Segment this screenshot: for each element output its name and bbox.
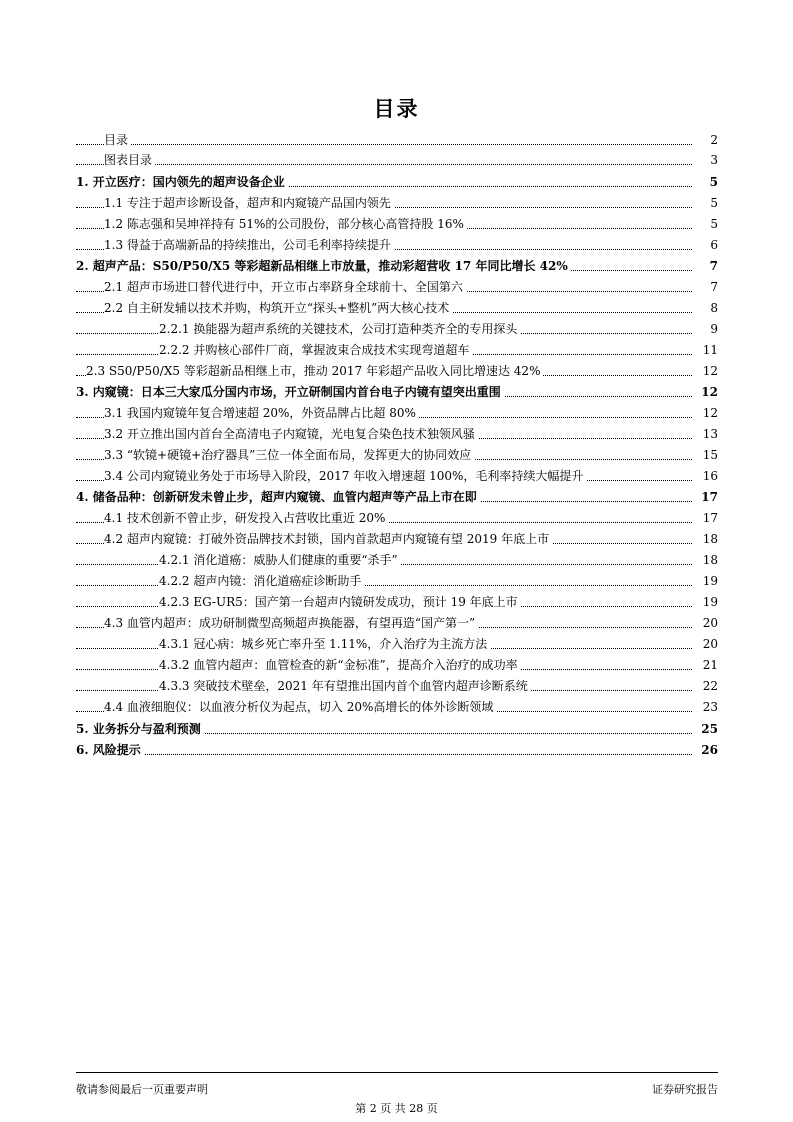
toc-entry-title: 4.3 血管内超声：成功研制微型高频超声换能器，有望再造“国产第一” xyxy=(104,616,478,630)
toc-entry-page: 20 xyxy=(702,637,718,651)
toc-entry-page: 20 xyxy=(702,616,718,630)
toc-entry-page: 3 xyxy=(710,153,718,167)
toc-entry[interactable] xyxy=(76,193,718,213)
toc-entry-page: 26 xyxy=(701,743,718,757)
toc-entry-title: 4. 储备品种：创新研发未曾止步，超声内窥镜、血管内超声等产品上市在即 xyxy=(76,490,480,504)
toc-entry-page: 15 xyxy=(702,448,718,462)
toc-entry-page: 16 xyxy=(702,469,718,483)
toc-entry-title: 4.2.3 EG-UR5：国产第一台超声内镜研发成功，预计 19 年底上市 xyxy=(159,595,521,609)
toc-entry[interactable] xyxy=(76,529,718,549)
toc-entry-page: 5 xyxy=(709,175,718,189)
toc-entry-page: 17 xyxy=(702,511,718,525)
toc-entry[interactable] xyxy=(76,277,718,297)
toc-entry-title: 4.3.1 冠心病：城乡死亡率升至 1.11%，介入治疗为主流方法 xyxy=(159,637,490,651)
toc-entry-title: 图表目录 xyxy=(104,153,155,167)
toc-entry-title: 1.1 专注于超声诊断设备，超声和内窥镜产品国内领先 xyxy=(104,196,394,210)
toc-entry[interactable] xyxy=(76,466,718,486)
toc-entry-page: 8 xyxy=(710,301,718,315)
toc-entry-page: 17 xyxy=(701,490,718,504)
toc-entry-title: 2.2 自主研发辅以技术并购，构筑开立“探头+整机”两大核心技术 xyxy=(104,301,452,315)
toc-entry-page: 12 xyxy=(701,385,718,399)
toc-entry-title: 目录 xyxy=(104,133,131,147)
toc-entry-page: 19 xyxy=(702,574,718,588)
toc-entry-title: 6. 风险提示 xyxy=(76,743,144,757)
toc-entry[interactable] xyxy=(76,172,718,192)
toc-entry[interactable] xyxy=(76,214,718,234)
toc-entry[interactable] xyxy=(76,235,718,255)
toc-entry[interactable] xyxy=(76,150,718,170)
toc-entry-page: 23 xyxy=(702,700,718,714)
toc-entry-title: 1.2 陈志强和吴坤祥持有 51%的公司股份，部分核心高管持股 16% xyxy=(104,217,467,231)
toc-entry-title: 5. 业务拆分与盈利预测 xyxy=(76,722,204,736)
toc-entry[interactable] xyxy=(76,361,718,381)
toc-entry-title: 4.4 血液细胞仪：以血液分析仪为起点，切入 20%高增长的体外诊断领域 xyxy=(104,700,496,714)
toc-entry[interactable] xyxy=(76,382,718,402)
toc-entry-page: 7 xyxy=(709,259,718,273)
page-title: 目录 xyxy=(373,97,420,121)
toc-entry[interactable] xyxy=(76,571,718,591)
toc-entry-page: 6 xyxy=(710,238,718,252)
toc-entry[interactable] xyxy=(76,719,718,739)
toc-entry-title: 2.2.2 并购核心部件厂商，掌握波束合成技术实现弯道超车 xyxy=(159,343,472,357)
toc-entry-page: 21 xyxy=(702,658,718,672)
toc-entry[interactable] xyxy=(76,655,718,675)
toc-entry-page: 12 xyxy=(702,406,718,420)
page-number: 第 2 页 共 28 页 xyxy=(355,1102,438,1115)
toc-entry-title: 4.2.2 超声内镜：消化道癌症诊断助手 xyxy=(159,574,364,588)
toc-entry-title: 2.2.1 换能器为超声系统的关键技术，公司打造种类齐全的专用探头 xyxy=(159,322,520,336)
toc-entry[interactable] xyxy=(76,550,718,570)
toc-entry-page: 7 xyxy=(710,280,718,294)
toc-entry-title: 4.2 超声内窥镜：打破外资品牌技术封锁，国内首款超声内窥镜有望 2019 年底上市 xyxy=(104,532,552,546)
toc-entry-title: 4.1 技术创新不曾止步，研发投入占营收比重近 20% xyxy=(104,511,388,525)
toc-entry-page: 18 xyxy=(702,553,718,567)
toc-entry-page: 18 xyxy=(702,532,718,546)
footer-report-type: 证券研究报告 xyxy=(652,1083,718,1096)
toc-entry-title: 1. 开立医疗：国内领先的超声设备企业 xyxy=(76,175,288,189)
toc-entry[interactable] xyxy=(76,613,718,633)
toc-entry-page: 5 xyxy=(710,196,718,210)
toc-entry-page: 9 xyxy=(710,322,718,336)
toc-entry[interactable] xyxy=(76,424,718,444)
toc-entry[interactable] xyxy=(76,487,718,507)
toc-entry-page: 5 xyxy=(710,217,718,231)
toc-entry-page: 13 xyxy=(702,427,718,441)
toc-entry[interactable] xyxy=(76,634,718,654)
footer-divider xyxy=(76,1072,718,1073)
toc-entry-title: 2. 超声产品：S50/P50/X5 等彩超新品相继上市放量，推动彩超营收 17 年同比增长 42% xyxy=(76,259,571,273)
toc-entry-page: 11 xyxy=(702,343,718,357)
toc-entry[interactable] xyxy=(76,403,718,423)
toc-entry[interactable] xyxy=(76,508,718,528)
toc-entry[interactable] xyxy=(76,256,718,276)
toc-entry-page: 12 xyxy=(702,364,718,378)
toc-entry[interactable] xyxy=(76,697,718,717)
toc-entry-page: 22 xyxy=(702,679,718,693)
toc-entry[interactable] xyxy=(76,130,718,150)
toc-entry-page: 19 xyxy=(702,595,718,609)
toc-entry-title: 2.1 超声市场进口替代进行中，开立市占率跻身全球前十、全国第六 xyxy=(104,280,466,294)
toc-entry[interactable] xyxy=(76,340,718,360)
toc-entry[interactable] xyxy=(76,445,718,465)
toc-entry-title: 3.1 我国内窥镜年复合增速超 20%，外资品牌占比超 80% xyxy=(104,406,419,420)
footer-disclaimer-note: 敬请参阅最后一页重要声明 xyxy=(76,1083,208,1096)
toc-entry-title: 4.3.3 突破技术壁垒，2021 年有望推出国内首个血管内超声诊断系统 xyxy=(159,679,531,693)
toc-entry[interactable] xyxy=(76,319,718,339)
toc-entry[interactable] xyxy=(76,676,718,696)
toc-entry-title: 4.2.1 消化道癌：威胁人们健康的重要“杀手” xyxy=(159,553,401,567)
toc-entry[interactable] xyxy=(76,740,718,760)
toc-entry-page: 2 xyxy=(710,133,718,147)
toc-entry-page: 25 xyxy=(701,722,718,736)
toc-entry-title: 3.2 开立推出国内首台全高清电子内窥镜，光电复合染色技术独领风骚 xyxy=(104,427,478,441)
toc-entry[interactable] xyxy=(76,592,718,612)
toc-entry-title: 4.3.2 血管内超声：血管检查的新“金标准”，提高介入治疗的成功率 xyxy=(159,658,521,672)
toc-entry-title: 3.3 “软镜+硬镜+治疗器具”三位一体全面布局，发挥更大的协同效应 xyxy=(104,448,474,462)
toc-entry-title: 2.3 S50/P50/X5 等彩超新品相继上市，推动 2017 年彩超产品收入同比增速达 42% xyxy=(86,364,543,378)
toc-entry-title: 1.3 得益于高端新品的持续推出，公司毛利率持续提升 xyxy=(104,238,394,252)
toc-entry-title: 3. 内窥镜：日本三大家瓜分国内市场，开立研制国内首台电子内镜有望突出重围 xyxy=(76,385,504,399)
toc-entry[interactable] xyxy=(76,298,718,318)
toc-entry-title: 3.4 公司内窥镜业务处于市场导入阶段，2017 年收入增速超 100%，毛利率持续大幅提升 xyxy=(104,469,586,483)
